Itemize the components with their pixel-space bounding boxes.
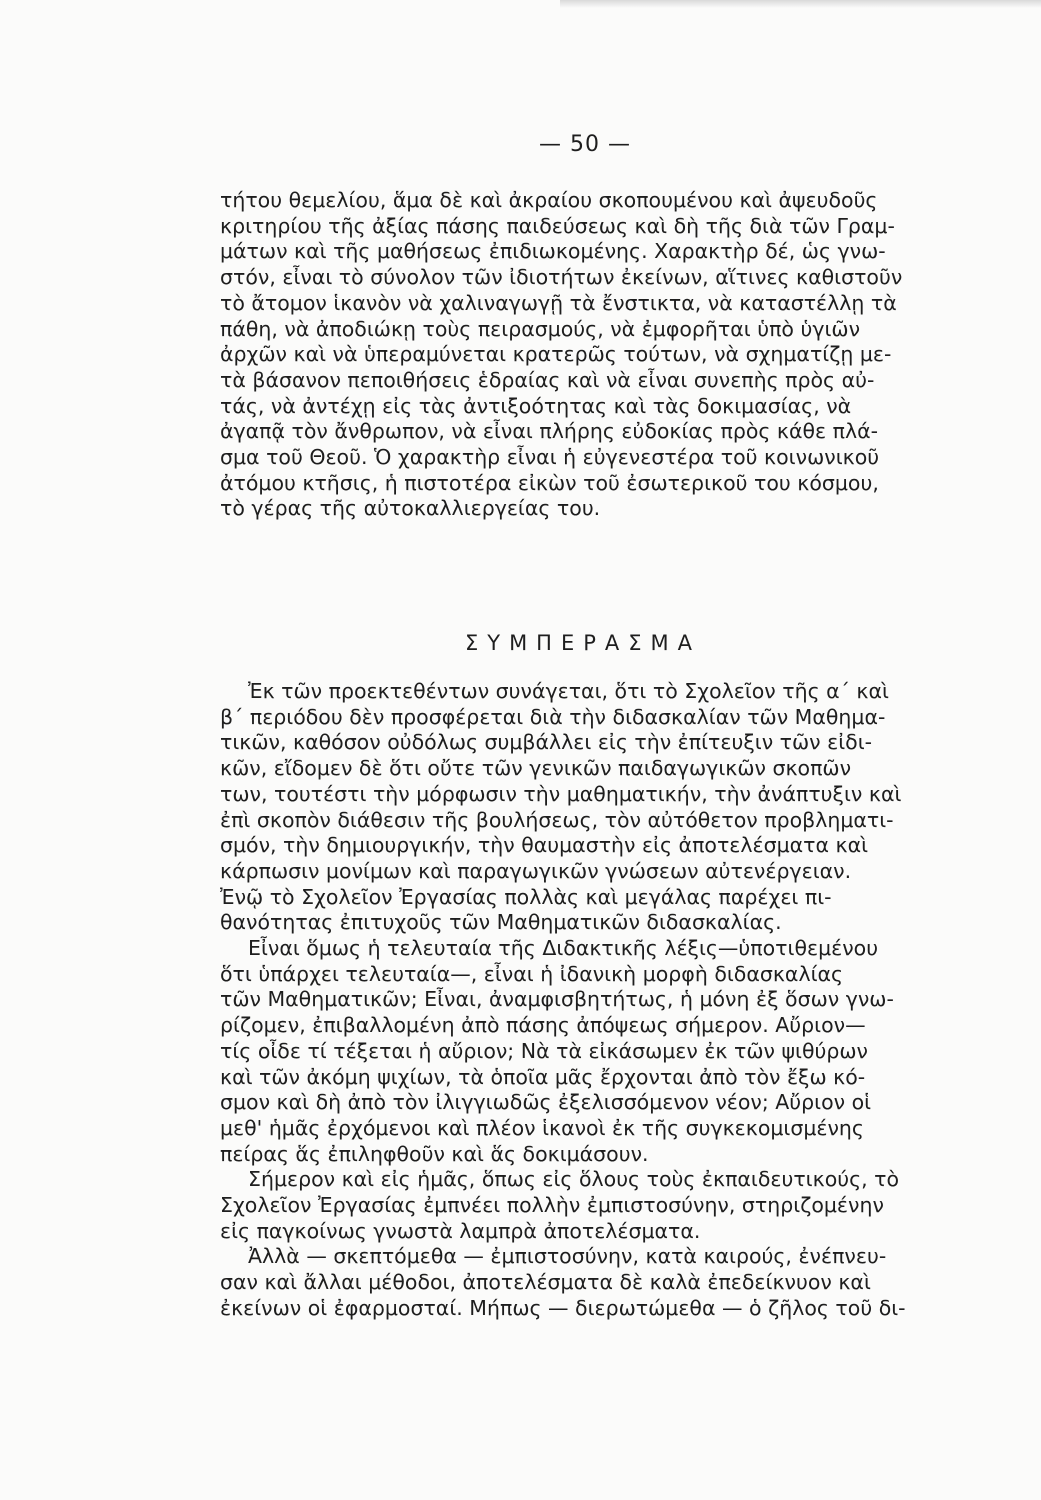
text-line: ὅτι ὑπάρχει τελευταία—, εἶναι ἡ ἰδανικὴ μορφὴ διδασκαλίας: [220, 961, 844, 986]
text-line: τήτου θεμελίου, ἅμα δὲ καὶ ἀκραίου σκοπουμένου καὶ ἀψευδοῦς: [220, 188, 878, 212]
text-line: κῶν, εἴδομεν δὲ ὅτι οὔτε τῶν γενικῶν παιδαγωγικῶν σκοπῶν: [220, 756, 852, 781]
text-line: πάθη, νὰ ἀποδιώκῃ τοὺς πειρασμούς, νὰ ἐμφορῆται ὑπὸ ὑγιῶν: [220, 316, 861, 341]
text-line: ἀγαπᾷ τὸν ἄνθρωπον, νὰ εἶναι πλήρης εὐδοκίας πρὸς κάθε πλά-: [220, 419, 879, 444]
paragraph-conclusion-3: [220, 1167, 900, 1244]
text-line: εἰς παγκοίνως γνωστὰ λαμπρὰ ἀποτελέσματα.: [220, 1218, 701, 1243]
text-line: θανότητας ἐπιτυχοῦς τῶν Μαθηματικῶν διδασκαλίας.: [220, 910, 782, 935]
scan-edge-shadow: [560, 0, 1041, 8]
text-line: ἀτόμου κτῆσις, ἡ πιστοτέρα εἰκὼν τοῦ ἐσωτερικοῦ του κόσμου,: [220, 470, 879, 495]
body-text-conclusion: [220, 679, 906, 1322]
section-title: ΣΥΜΠΕΡΑΣΜΑ: [464, 631, 702, 655]
text-line: Εἶναι ὅμως ἡ τελευταία τῆς Διδακτικῆς λέξις—ὑποτιθεμένου: [248, 936, 879, 961]
page-number: — 50 —: [539, 132, 631, 157]
text-line: μεθ' ἡμᾶς ἐρχόμενοι καὶ πλέον ἱκανοὶ ἐκ τῆς συγκεκομισμένης: [220, 1115, 864, 1140]
text-line: τὰ βάσανον πεποιθήσεις ἑδραίας καὶ νὰ εἶναι συνεπὴς πρὸς αὐ-: [220, 367, 875, 392]
text-line: Σχολεῖον Ἐργασίας ἐμπνέει πολλὴν ἐμπιστοσύνην, στηριζομένην: [220, 1193, 884, 1218]
text-line: τάς, νὰ ἀντέχῃ εἰς τὰς ἀντιξοότητας καὶ τὰς δοκιμασίας, νὰ: [220, 393, 852, 418]
text-line: των, τουτέστι τὴν μόρφωσιν τὴν μαθηματικήν, τὴν ἀνάπτυξιν καὶ: [220, 781, 902, 806]
text-line: τὸ γέρας τῆς αὐτοκαλλιεργείας του.: [220, 496, 601, 521]
text-line: ἀρχῶν καὶ νὰ ὑπεραμύνεται κρατερῶς τούτων, νὰ σχηματίζῃ με-: [220, 342, 892, 367]
text-line: τικῶν, καθόσον οὐδόλως συμβάλλει εἰς τὴν ἐπίτευξιν τῶν εἰδι-: [220, 730, 873, 755]
paragraph-conclusion-4: [220, 1244, 906, 1321]
text-line: κάρπωσιν μονίμων καὶ παραγωγικῶν γνώσεων αὐτενέργειαν.: [220, 858, 852, 883]
text-line: β΄ περιόδου δὲν προσφέρεται διὰ τὴν διδασκαλίαν τῶν Μαθημα-: [220, 704, 886, 729]
paragraph-conclusion-1: [220, 679, 902, 936]
text-line: κριτηρίου τῆς ἀξίας πάσης παιδεύσεως καὶ δὴ τῆς διὰ τῶν Γραμ-: [220, 213, 895, 238]
text-line: τίς οἶδε τί τέξεται ἡ αὔριον; Νὰ τὰ εἰκάσωμεν ἐκ τῶν ψιθύρων: [220, 1038, 868, 1063]
text-line: Ἀλλὰ — σκεπτόμεθα — ἐμπιστοσύνην, κατὰ καιρούς, ἐνέπνευ-: [248, 1244, 887, 1269]
text-line: σμόν, τὴν δημιουργικήν, τὴν θαυμαστὴν εἰς ἀποτελέσματα καὶ: [220, 833, 869, 858]
paragraph-character: [220, 188, 903, 522]
text-line: μάτων καὶ τῆς μαθήσεως ἐπιδιωκομένης. Χαρακτὴρ δέ, ὡς γνω-: [220, 239, 886, 264]
paragraph-conclusion-2: [220, 936, 894, 1167]
text-line: ἐκείνων οἱ ἐφαρμοσταί. Μήπως — διερωτώμεθα — ὁ ζῆλος τοῦ δι-: [220, 1295, 906, 1320]
text-line: Ἐκ τῶν προεκτεθέντων συνάγεται, ὅτι τὸ Σχολεῖον τῆς α΄ καὶ: [248, 679, 889, 703]
body-text-top: [220, 188, 903, 522]
text-line: ρίζομεν, ἐπιβαλλομένη ἀπὸ πάσης ἀπόψεως σήμερον. Αὔριον—: [220, 1013, 866, 1038]
text-line: σμον καὶ δὴ ἀπὸ τὸν ἰλιγγιωδῶς ἐξελισσόμενον νέον; Αὔριον οἱ: [220, 1090, 872, 1115]
text-line: τὸ ἄτομον ἱκανὸν νὰ χαλιναγωγῇ τὰ ἔνστικτα, νὰ καταστέλλῃ τὰ: [220, 290, 897, 315]
text-line: στόν, εἶναι τὸ σύνολον τῶν ἰδιοτήτων ἐκείνων, αἵτινες καθιστοῦν: [220, 265, 903, 290]
text-line: καὶ τῶν ἀκόμη ψιχίων, τὰ ὁποῖα μᾶς ἔρχονται ἀπὸ τὸν ἔξω κό-: [220, 1064, 866, 1089]
text-line: πείρας ἅς ἐπιληφθοῦν καὶ ἅς δοκιμάσουν.: [220, 1141, 649, 1166]
text-line: ἐπὶ σκοπὸν διάθεσιν τῆς βουλήσεως, τὸν αὐτόθετον προβληματι-: [220, 807, 894, 832]
text-line: Σήμερον καὶ εἰς ἡμᾶς, ὅπως εἰς ὅλους τοὺς ἐκπαιδευτικούς, τὸ: [248, 1167, 900, 1192]
text-line: σαν καὶ ἄλλαι μέθοδοι, ἀποτελέσματα δὲ καλὰ ἐπεδείκνυον καὶ: [220, 1270, 871, 1295]
text-line: τῶν Μαθηματικῶν; Εἶναι, ἀναμφισβητήτως, ἡ μόνη ἐξ ὅσων γνω-: [220, 987, 894, 1012]
text-line: Ἐνῷ τὸ Σχολεῖον Ἐργασίας πολλὰς καὶ μεγάλας παρέχει πι-: [220, 884, 832, 909]
text-line: σμα τοῦ Θεοῦ. Ὁ χαρακτὴρ εἶναι ἡ εὐγενεστέρα τοῦ κοινωνικοῦ: [220, 445, 880, 470]
